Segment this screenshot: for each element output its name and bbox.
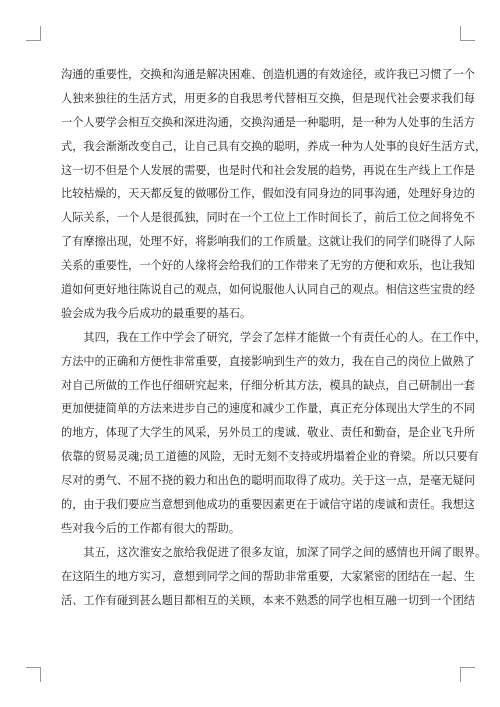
text-line: 的地方，体现了大学生的风采，另外员工的虔诚、敬业、责任和勤奋，是企业飞升所 <box>61 426 475 440</box>
text-line: 其四，我在工作中学会了研究，学会了怎样才能做一个有责任心的人。在工作中， <box>61 330 487 344</box>
text-line: 人际关系，一个人是很孤独，同时在一个工位上工作时间长了，前后工位之间将免不 <box>61 211 475 225</box>
text-line: 方法中的正确和方便性非常重要，直接影响到生产的效力，我在自己的岗位上做熟了 <box>61 354 475 368</box>
text-line: 依靠的贸易灵魂;员工道德的风险，无时无刻不支持或坍塌着企业的脊梁。所以只要有 <box>61 450 479 464</box>
text-line: 的，由于我们要应当意想到他成功的重要因素更在于诚信守诺的虔诚和责任。我想这 <box>61 498 475 512</box>
document-body <box>61 63 487 612</box>
text-line: 更加便捷简单的方法来进步自己的速度和减少工作量，真正充分体现出大学生的不同 <box>61 402 475 416</box>
text-line: 对自己所做的工作也仔细研究起来，仔细分析其方法，模具的缺点，自己研制出一套 <box>61 378 475 392</box>
text-line: 在这陌生的地方实习，意想到同学之间的帮助非常重要，大家紧密的团结在一起、生 <box>61 569 475 583</box>
text-line: 比较枯燥的，天天都反复的做哪份工作，假如没有同身边的同事沟通，处理好身边的 <box>61 187 475 201</box>
text-line: 道如何更好地往陈说自己的观点，如何说服他人认同自己的观点。相信这些宝贵的经 <box>61 283 475 297</box>
text-line: 式，我会渐渐改变自己，让自己具有交换的聪明，养成一种为人处事的良好生活方式， <box>61 139 487 153</box>
text-line: 关系的重要性，一个好的人缘将会给我们的工作带来了无穷的方便和欢乐，也让我知 <box>61 259 475 273</box>
text-line: 了有摩擦出现，处理不好，将影响我们的工作质量。这就让我们的同学们晓得了人际 <box>61 235 475 249</box>
text-line: 其五，这次淮安之旅给我促进了很多友谊，加深了同学之间的感情也开阔了眼界。 <box>61 545 487 559</box>
text-line: 沟通的重要性，交换和沟通是解决困难、创造机遇的有效途径，或许我已习惯了一个 <box>61 68 475 81</box>
paragraph-end-line: 些对我今后的工作都有很大的帮助。 <box>61 521 241 535</box>
text-line: 一个人要学会相互交换和深进沟通，交换沟通是一种聪明，是一种为人处事的生活方 <box>61 115 475 129</box>
crop-mark-bottom-left <box>26 667 41 682</box>
crop-mark-top-left <box>26 26 41 41</box>
text-line: 尽对的勇气、不屈不挠的毅力和出色的聪明而取得了成功。关于这一点，是毫无疑问 <box>61 474 475 488</box>
text-line: 活、工作有碰到甚么题目都相互的关顾，本来不熟悉的同学也相互融一切到一个团结 <box>61 593 475 607</box>
text-line: 人独来独往的生活方式，用更多的自我思考代替相互交换，但是现代社会要求我们每 <box>61 91 475 105</box>
crop-mark-bottom-right <box>460 667 475 682</box>
crop-mark-top-right <box>460 26 475 41</box>
text-line: 这一切不但是个人发展的需要，也是时代和社会发展的趋势，再说在生产线上工作是 <box>61 163 475 177</box>
paragraph-end-line: 验会成为我今后成功的最重要的基石。 <box>61 306 252 320</box>
